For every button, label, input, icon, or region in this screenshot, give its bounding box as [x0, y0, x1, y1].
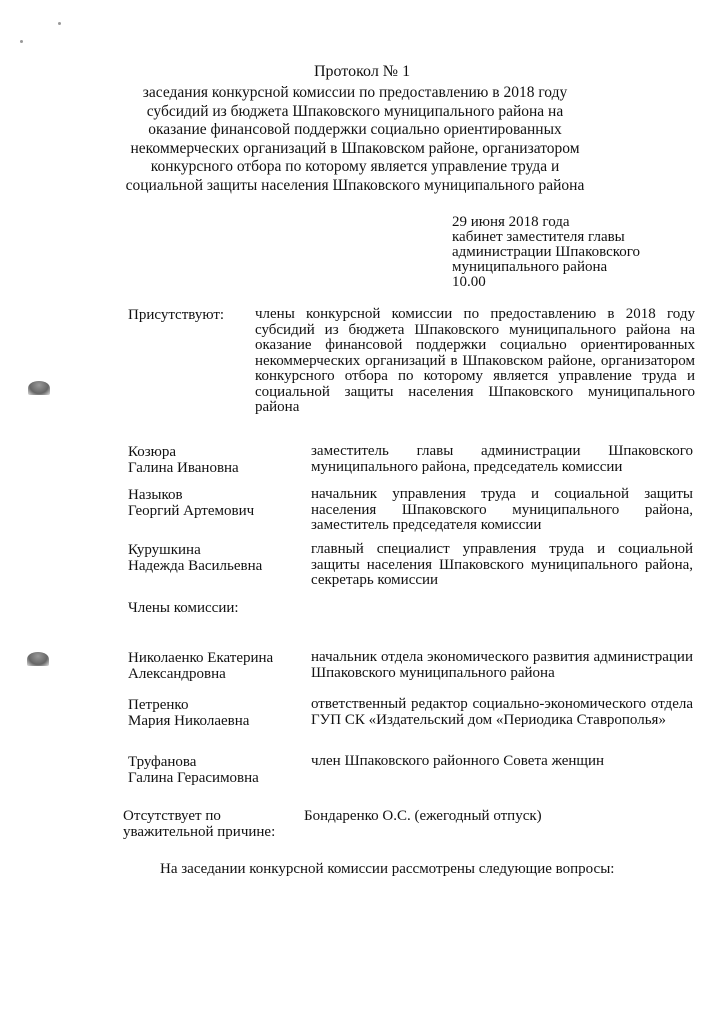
person-role: ответственный редактор социально-экономического отдела ГУП СК «Издательский дом «Периодика Ставрополья» [311, 696, 693, 728]
person-role: член Шпаковского районного Совета женщин [311, 753, 605, 769]
punch-hole-mark [28, 381, 50, 395]
person-name [128, 650, 308, 682]
members-label: Члены комиссии: [128, 600, 239, 616]
person-name [128, 444, 308, 476]
given-names: Александровна [128, 666, 226, 682]
present-label: Присутствуют: [128, 307, 225, 323]
absent-label [123, 808, 303, 840]
meeting-date: 29 июня 2018 года [452, 214, 570, 230]
absent-label-line: Отсутствует по [123, 808, 221, 824]
given-names: Мария Николаевна [128, 713, 250, 729]
surname: Николаенко Екатерина [128, 650, 274, 666]
meeting-time: 10.00 [452, 274, 486, 290]
absent-text: Бондаренко О.С. (ежегодный отпуск) [304, 808, 542, 824]
meeting-details [452, 215, 692, 290]
given-names: Георгий Артемович [128, 503, 255, 519]
surname: Труфанова [128, 754, 197, 770]
person-name [128, 697, 308, 729]
person-name [128, 542, 308, 574]
document-title: Протокол № 1 [313, 63, 411, 80]
meeting-place-line: администрации Шпаковского [452, 244, 641, 260]
person-name [128, 754, 308, 786]
surname: Козюра [128, 444, 177, 460]
absent-label-line: уважительной причине: [123, 824, 276, 840]
person-role: начальник отдела экономического развития администрации Шпаковского муниципального района [311, 649, 693, 681]
given-names: Галина Ивановна [128, 460, 239, 476]
person-name [128, 487, 308, 519]
person-role: главный специалист управления труда и социальной защиты населения Шпаковского муниципального района, секретарь комиссии [311, 541, 693, 588]
agenda-intro: На заседании конкурсной комиссии рассмотрены следующие вопросы: [160, 861, 615, 877]
given-names: Надежда Васильевна [128, 558, 263, 574]
meeting-place-line: муниципального района [452, 259, 608, 275]
surname: Петренко [128, 697, 189, 713]
given-names: Галина Герасимовна [128, 770, 259, 786]
document-subtitle: заседания конкурсной комиссии по предоставлению в 2018 году субсидий из бюджета Шпаковского муниципального района на оказание финансовой поддержки социально ориентированных некоммерческих организаций в Шпаковском районе, организатором конкурсного отбора по которому является управление труда и социальной защиты населения Шпаковского муниципального района [125, 84, 585, 194]
person-role: начальник управления труда и социальной защиты населения Шпаковского муниципального района, заместитель председателя комиссии [311, 486, 693, 533]
person-role: заместитель главы администрации Шпаковского муниципального района, председатель комиссии [311, 443, 693, 475]
meeting-place-line: кабинет заместителя главы [452, 229, 625, 245]
scan-speck [58, 22, 61, 25]
punch-hole-mark [27, 652, 49, 666]
surname: Назыков [128, 487, 183, 503]
present-text: члены конкурсной комиссии по предоставлению в 2018 году субсидий из бюджета Шпаковского муниципального района на оказание финансовой поддержки социально ориентированных некоммерческих организаций в Шпаковском районе, организатором конкурсного отбора по которому является управление труда и социальной защиты населения Шпаковского муниципального района [255, 306, 695, 415]
scan-speck [20, 40, 23, 43]
surname: Курушкина [128, 542, 201, 558]
